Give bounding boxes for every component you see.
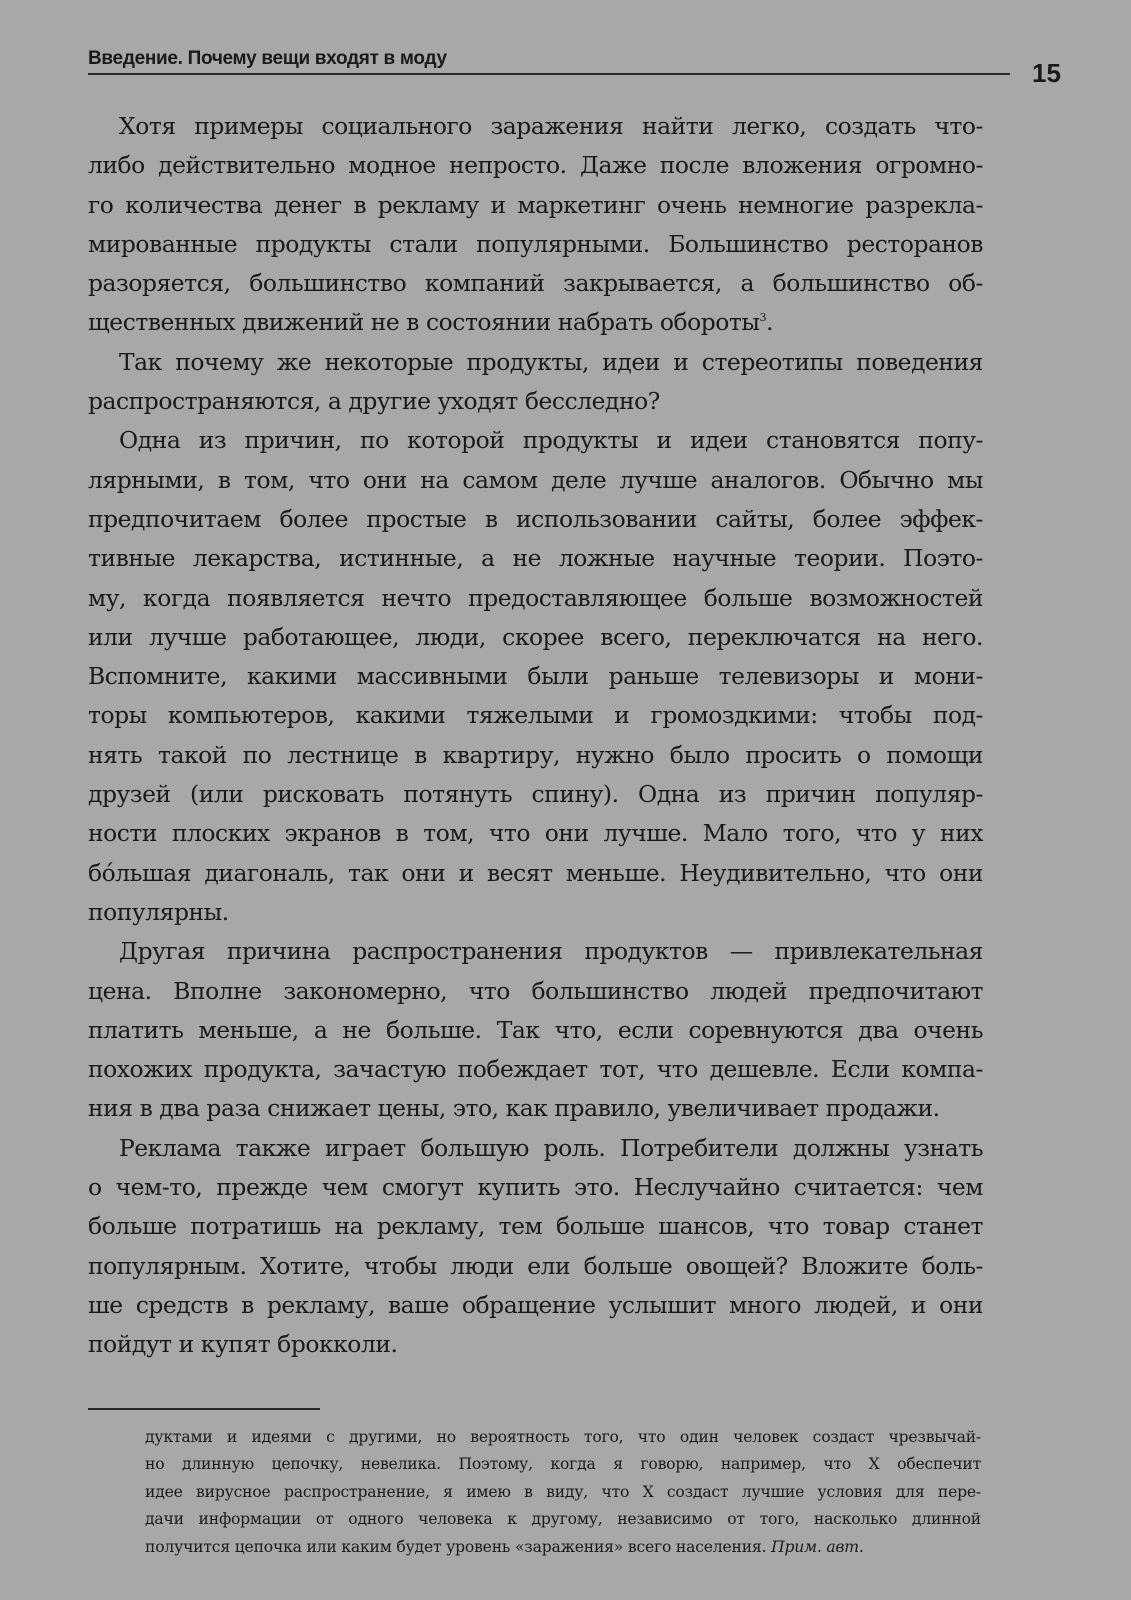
footnote-line: получится цепочка или каким будет уровень «заражения» всего населения. [145,1537,767,1556]
text-line: друзей (или рисковать потянуть спину). Одна из причин популяр- [88,780,983,809]
text-line: Так почему же некоторые продукты, идеи и стереотипы поведения [119,347,983,376]
text-line: Другая причина распространения продуктов — привлекательная [119,937,983,966]
text-line: мированные продукты стали популярными. Большинство ресторанов [88,229,983,258]
text-line-with-footnote-ref [88,303,983,342]
footnote-rule [88,1408,320,1410]
footnote-line: идее вирусное распространение, я имею в виду, что X создаст лучшие условия для пере- [145,1482,981,1501]
note-author: Прим. авт. [771,1537,864,1556]
text-line: ния в два раза снижает цены, это, как правило, увеличивает продажи. [88,1094,940,1123]
text-line: ности плоских экранов в том, что они лучше. Мало того, что у них [88,819,983,848]
text-line: или лучше работающее, люди, скорее всего, переключатся на него. [88,622,983,651]
paragraph-4 [88,932,983,1128]
footnote-line: дачи информации от одного человека к другому, независимо от того, насколько длинной [145,1510,981,1529]
text-line: либо действительно модное непросто. Даже после вложения огромно- [88,151,983,180]
text-line: похожих продукта, зачастую побеждает тот, что дешевле. Если компа- [88,1055,983,1084]
sentence-end: . [766,308,774,337]
text-line: бóльшая диагональ, так они и весят меньше. Неудивительно, что они [88,858,983,887]
text-line: предпочитаем более простые в использовании сайты, более эффек- [88,504,983,533]
text-line: щественных движений не в состоянии набрать обороты [88,308,760,337]
header-rule [88,73,1010,75]
paragraph-1 [88,107,983,343]
text-line: Хотя примеры социального заражения найти легко, создать что- [119,112,983,140]
text-line: популярным. Хотите, чтобы люди ели больше овощей? Вложите боль- [88,1251,983,1280]
text-line: цена. Вполне закономерно, что большинство людей предпочитают [88,976,983,1005]
paragraph-2 [88,343,983,422]
text-line: тивные лекарства, истинные, а не ложные научные теории. Поэто- [88,544,983,573]
footnote-last-line [145,1534,981,1561]
running-title: Введение. Почему вещи входят в моду [88,48,447,69]
text-line: го количества денег в рекламу и маркетинг очень немногие разрекла- [88,190,983,219]
footnote-ref[interactable]: 3 [759,311,767,325]
text-line: Реклама также играет большую роль. Потребители должны узнать [119,1133,983,1162]
text-line: разоряется, большинство компаний закрывается, а большинство об- [88,269,983,298]
text-line: больше потратишь на рекламу, тем больше шансов, что товар станет [88,1212,983,1241]
paragraph-3 [88,421,983,932]
text-line: ше средств в рекламу, ваше обращение услышит много людей, и они [88,1290,983,1319]
text-line: му, когда появляется нечто предоставляющее больше возможностей [88,583,983,612]
body-text [88,107,983,1365]
text-line: популярны. [88,897,229,926]
text-line: платить меньше, а не больше. Так что, если соревнуются два очень [88,1015,983,1044]
footnote [145,1424,981,1561]
text-line: пойдут и купят брокколи. [88,1330,398,1359]
text-line: Одна из причин, по которой продукты и идеи становятся попу- [119,426,983,455]
text-line: нять такой по лестнице в квартиру, нужно было просить о помощи [88,740,983,769]
footnote-line: дуктами и идеями с другими, но вероятность того, что один человек создаст чрезвычай- [145,1428,981,1446]
text-line: Вспомните, какими массивными были раньше телевизоры и мони- [88,662,983,691]
text-line: лярными, в том, что они на самом деле лучше аналогов. Обычно мы [88,465,983,494]
text-line: торы компьютеров, какими тяжелыми и громоздкими: чтобы под- [88,701,983,730]
footnote-line: но длинную цепочку, невелика. Поэтому, когда я говорю, например, что X обеспечит [145,1455,981,1474]
text-line: распространяются, а другие уходят бесследно? [88,387,660,416]
text-line: о чем-то, прежде чем смогут купить это. Неслучайно считается: чем [88,1173,983,1202]
page-number: 15 [1032,58,1061,88]
running-head [88,48,1010,78]
paragraph-5 [88,1129,983,1365]
